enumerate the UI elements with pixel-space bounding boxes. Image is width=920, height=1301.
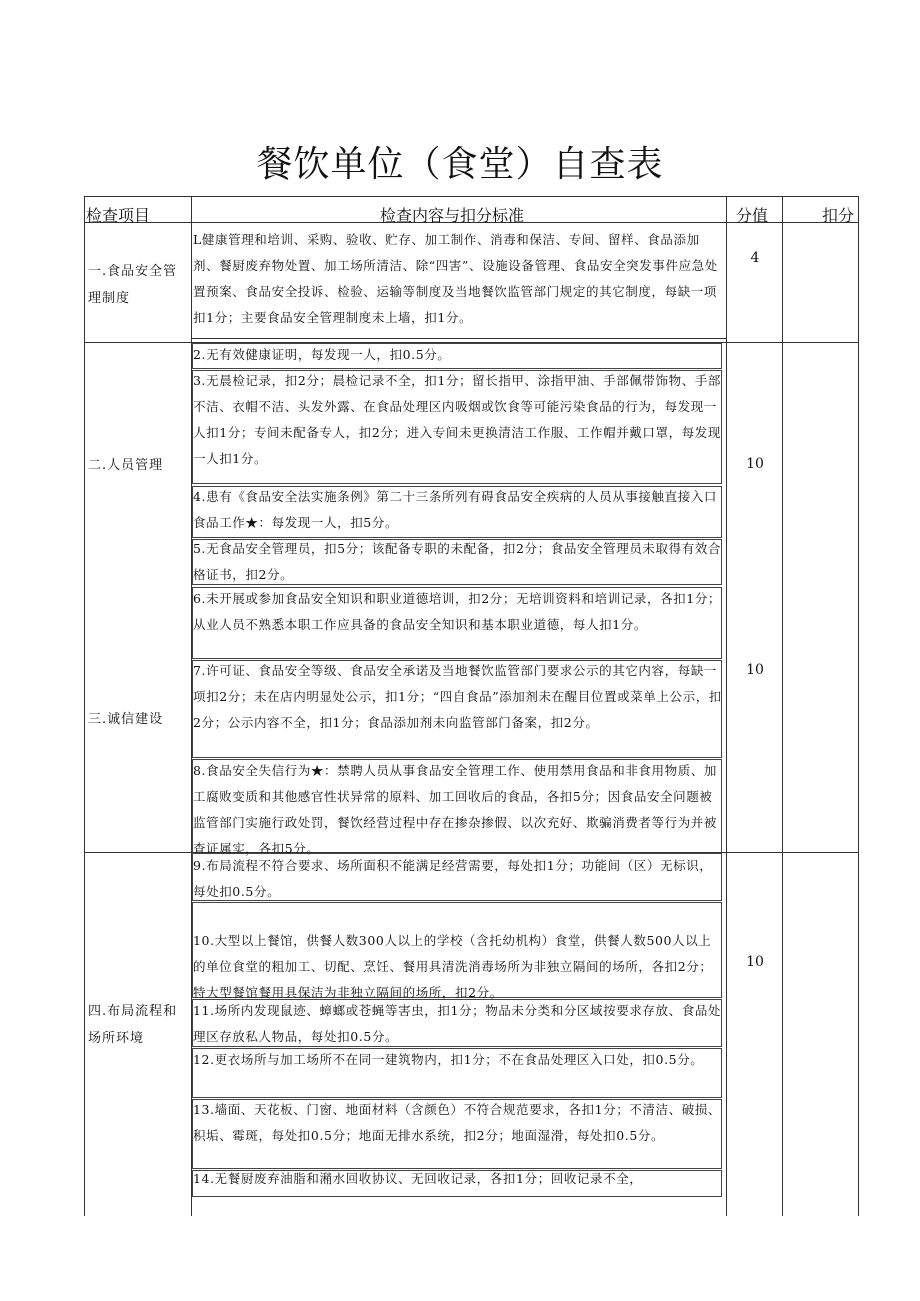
check-item: 12.更衣场所与加工场所不在同一建筑物内，扣1分；不在食品处理区入口处，扣0.5分。 xyxy=(193,1052,704,1067)
check-item: 8.食品安全失信行为★：禁聘人员从事食品安全管理工作、使用禁用食品和非食用物质、加工腐败变质和其他感官性状异常的原料、加工回收后的食品，各扣5分；因食品安全问题被监管部门实施行政处罚，餐饮经营过程中存在掺杂掺假、以次充好、欺骗消费者等行为并被查证属实，各扣5分。 xyxy=(193,763,718,856)
score-value: 10 xyxy=(746,954,764,970)
score-value: 4 xyxy=(750,250,760,266)
header-score: 分值 xyxy=(736,206,769,225)
category-label: 三.诚信建设 xyxy=(88,712,164,727)
category-label: 四.布局流程和场所环境 xyxy=(88,1004,178,1046)
check-item: 4.患有《食品安全法实施条例》第二十三条所列有碍食品安全疾病的人员从事接触直接入口食品工作★：每发现一人，扣5分。 xyxy=(193,489,718,530)
check-item: 7.许可证、食品安全等级、食品安全承诺及当地餐饮监管部门要求公示的其它内容，每缺一项扣2分；未在店内明显处公示，扣1分；“四自食品”添加剂未在醒目位置或菜单上公示，扣2分；公示内容不全，扣1分；食品添加剂未向监管部门备案，扣2分。 xyxy=(193,663,722,730)
score-value: 10 xyxy=(746,662,764,678)
score-value: 10 xyxy=(746,456,764,472)
check-item: 10.大型以上餐馆，供餐人数300人以上的学校（含托幼机构）食堂，供餐人数500人以上的单位食堂的粗加工、切配、烹饪、餐用具清洗消毒场所为非独立隔间的场所，各扣2分；特大型餐馆餐用具保洁为非独立隔间的场所，扣2分。 xyxy=(193,933,713,1000)
check-item: 11.场所内发现鼠迹、蟑螂或苍蝇等害虫，扣1分；物品未分类和分区域按要求存放、食品处理区存放私人物品，每处扣0.5分。 xyxy=(193,1003,722,1044)
header-content: 检查内容与扣分标准 xyxy=(380,206,525,225)
check-item: 5.无食品安全管理员，扣5分；该配备专职的未配备，扣2分；食品安全管理员未取得有效合格证书，扣2分。 xyxy=(193,541,722,582)
check-item: 2.无有效健康证明，每发现一人，扣0.5分。 xyxy=(193,347,451,362)
check-item: 6.未开展或参加食品安全知识和职业道德培训，扣2分；无培训资料和培训记录，各扣1分；从业人员不熟悉本职工作应具备的食品安全知识和基本职业道德，每人扣1分。 xyxy=(193,591,722,632)
check-item: L健康管理和培训、采购、验收、贮存、加工制作、消毒和保洁、专间、留样、食品添加剂、餐厨废弃物处置、加工场所清洁、除“四害”、设施设备管理、食品安全突发事件应急处置预案、食品安全投诉、检验、运输等制度及当地餐饮监管部门规定的其它制度，每缺一项扣1分；主要食品安全管理制度未上墙，扣1分。 xyxy=(193,232,718,325)
check-item: 13.墙面、天花板、门窗、地面材料（含颜色）不符合规范要求，各扣1分；不清洁、破损、积垢、霉斑，每处扣0.5分；地面无排水系统，扣2分；地面湿滑，每处扣0.5分。 xyxy=(193,1102,722,1143)
page-title: 餐饮单位（食堂）自查表 xyxy=(256,144,664,185)
category-label: 一.食品安全管理制度 xyxy=(88,264,178,306)
check-item: 3.无晨检记录，扣2分；晨检记录不全，扣1分；留长指甲、涂指甲油、手部佩带饰物、手部不洁、衣帽不洁、头发外露、在食品处理区内吸烟或饮食等可能污染食品的行为，每发现一人扣1分；专间未配备专人，扣2分；进入专间未更换清洁工作服、工作帽并戴口罩，每发现一人扣1分。 xyxy=(193,373,722,466)
check-item: 9.布局流程不符合要求、场所面积不能满足经营需要，每处扣1分；功能间（区）无标识，每处扣0.5分。 xyxy=(193,858,713,899)
header-item: 检查项目 xyxy=(86,206,151,225)
category-label: 二.人员管理 xyxy=(88,458,164,473)
header-deduction: 扣分 xyxy=(822,206,855,225)
check-item: 14.无餐厨废弃油脂和潲水回收协议、无回收记录，各扣1分；回收记录不全， xyxy=(193,1171,643,1186)
